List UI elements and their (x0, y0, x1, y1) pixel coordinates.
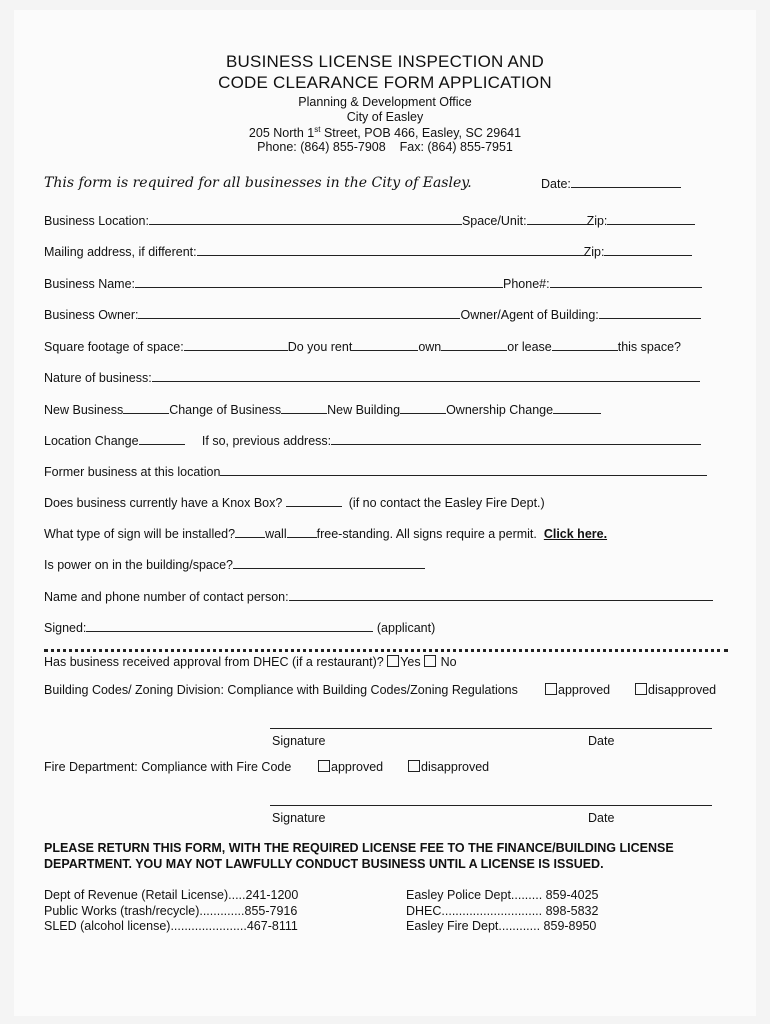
building-approved-option (545, 683, 610, 697)
form-title-line1: BUSINESS LICENSE INSPECTION AND (226, 52, 544, 71)
contacts-left (44, 888, 298, 935)
change-business-label: Change of Business (169, 403, 282, 417)
zip-label: Zip: (586, 214, 608, 228)
mailing-address-input[interactable] (197, 244, 584, 256)
new-building-label: New Building (327, 403, 401, 417)
date-label: Date: (541, 177, 571, 191)
signed-label: Signed: (44, 621, 87, 635)
mailing-address-row (44, 244, 692, 259)
business-name-label: Business Name: (44, 277, 136, 291)
building-disapproved-checkbox[interactable] (635, 683, 647, 695)
city-name: City of Easley (346, 110, 424, 124)
free-standing-label: free-standing. All signs require a permit. (316, 527, 537, 541)
former-business-row (44, 464, 707, 479)
owner-agent-label: Owner/Agent of Building: (460, 308, 599, 322)
square-footage-label: Square footage of space: (44, 340, 184, 354)
office-phone: Phone: (864) 855-7908 (257, 140, 386, 154)
wall-input[interactable] (235, 526, 265, 538)
rent-input[interactable] (352, 339, 418, 351)
change-business-input[interactable] (281, 402, 327, 414)
fire-date-label: Date (588, 811, 615, 825)
space-unit-label: Space/Unit: (461, 214, 527, 228)
ownership-change-input[interactable] (553, 402, 601, 414)
space-unit-input[interactable] (527, 213, 587, 225)
fire-approved-label: approved (331, 760, 384, 774)
power-on-input[interactable] (233, 557, 425, 569)
zip-label: Zip: (583, 245, 605, 259)
location-change-input[interactable] (139, 433, 185, 445)
knox-box-input[interactable] (286, 495, 342, 507)
building-disapproved-label: disapproved (648, 683, 717, 697)
dhec-yes-label: Yes (400, 655, 421, 669)
applicant-signature-input[interactable] (86, 620, 373, 632)
location-change-label: Location Change (44, 434, 139, 448)
date-input-line[interactable] (571, 176, 681, 188)
business-owner-input[interactable] (138, 307, 460, 319)
business-location-row (44, 213, 695, 228)
mailing-zip-input[interactable] (604, 244, 692, 256)
contact-person-input[interactable] (289, 589, 713, 601)
office-address (0, 125, 770, 140)
fire-signature-line[interactable] (270, 805, 712, 806)
return-notice: PLEASE RETURN THIS FORM, WITH THE REQUIRED LICENSE FEE TO THE FINANCE/BUILDING LICENSE DEPARTMENT. YOU MAY NOT LAWFULLY CONDUCT BUSINESS UNTIL A LICENSE IS ISSUED. (44, 841, 674, 871)
location-change-row (44, 433, 701, 448)
fire-disapproved-option (408, 760, 489, 774)
business-name-row (44, 276, 702, 291)
office-fax: Fax: (864) 855-7951 (399, 140, 513, 154)
zip-input[interactable] (607, 213, 695, 225)
contact-person-row (44, 589, 713, 604)
knox-box-label: Does business currently have a Knox Box? (44, 496, 283, 510)
do-you-rent-label: Do you rent (287, 340, 353, 354)
contact-entry: SLED (alcohol license)......................467-8111 (44, 919, 298, 933)
contacts-right (406, 888, 598, 935)
applicant-label: (applicant) (376, 621, 436, 635)
wall-label: wall (265, 527, 287, 541)
business-name-input[interactable] (135, 276, 503, 288)
sign-type-row (44, 526, 607, 541)
dhec-row (44, 655, 457, 669)
fire-dept-label: Fire Department: Compliance with Fire Code (44, 760, 292, 774)
intro-text: This form is required for all businesses in the City of Easley. (44, 175, 472, 191)
nature-of-business-row (44, 370, 700, 385)
mailing-address-label: Mailing address, if different: (44, 245, 197, 259)
fire-disapproved-label: disapproved (421, 760, 490, 774)
address-superscript: st (314, 125, 321, 134)
power-on-label: Is power on in the building/space? (44, 558, 234, 572)
building-approved-checkbox[interactable] (545, 683, 557, 695)
free-standing-input[interactable] (287, 526, 317, 538)
or-lease-label: or lease (507, 340, 552, 354)
office-name: Planning & Development Office (298, 95, 472, 109)
building-approved-label: approved (558, 683, 611, 697)
dhec-question: Has business received approval from DHEC (if a restaurant)? (44, 655, 384, 669)
address-part: 205 North 1 (248, 126, 315, 141)
this-space-label: this space? (617, 340, 681, 354)
business-location-label: Business Location: (44, 214, 149, 228)
building-codes-label: Building Codes/ Zoning Division: Compliance with Building Codes/Zoning Regulations (44, 683, 518, 697)
fire-approved-checkbox[interactable] (318, 760, 330, 772)
knox-box-note: (if no contact the Easley Fire Dept.) (348, 496, 545, 510)
ownership-change-label: Ownership Change (446, 403, 554, 417)
date-field (541, 176, 681, 191)
contact-entry: DHEC............................. 898-5832 (406, 903, 599, 918)
knox-box-row (44, 495, 545, 510)
building-signature-label: Signature (272, 734, 326, 748)
section-divider (44, 649, 728, 652)
square-footage-input[interactable] (184, 339, 288, 351)
lease-input[interactable] (552, 339, 618, 351)
fire-dept-row (44, 760, 291, 774)
dhec-no-label: No (440, 655, 457, 669)
building-signature-line[interactable] (270, 728, 712, 729)
former-business-label: Former business at this location (44, 465, 221, 479)
contact-entry: Dept of Revenue (Retail License).....241-1200 (44, 888, 299, 902)
sign-permit-link[interactable]: Click here. (543, 527, 608, 541)
business-location-input[interactable] (149, 213, 462, 225)
fire-signature-label: Signature (272, 811, 326, 825)
contact-entry: Easley Police Dept......... 859-4025 (406, 888, 599, 902)
contact-entry: Public Works (trash/recycle).............855-7916 (44, 903, 298, 918)
former-business-input[interactable] (220, 464, 707, 476)
sign-type-label: What type of sign will be installed? (44, 527, 236, 541)
building-codes-row (44, 683, 518, 697)
owner-agent-input[interactable] (599, 307, 701, 319)
phone-label: Phone#: (503, 277, 550, 291)
change-type-row (44, 402, 601, 417)
new-building-input[interactable] (400, 402, 446, 414)
building-date-label: Date (588, 734, 615, 748)
fire-disapproved-checkbox[interactable] (408, 760, 420, 772)
dhec-yes-checkbox[interactable] (387, 655, 399, 667)
own-label: own (418, 340, 442, 354)
square-footage-row (44, 339, 681, 354)
previous-address-input[interactable] (331, 433, 701, 445)
building-disapproved-option (635, 683, 716, 697)
nature-label: Nature of business: (44, 371, 152, 385)
new-business-input[interactable] (123, 402, 169, 414)
dhec-no-checkbox[interactable] (424, 655, 436, 667)
contact-entry: Easley Fire Dept............ 859-8950 (406, 919, 597, 933)
address-part: Street, POB 466, Easley, SC 29641 (320, 126, 522, 141)
signed-row (44, 620, 435, 635)
business-owner-row (44, 307, 701, 322)
previous-address-label: If so, previous address: (201, 434, 332, 448)
fire-approved-option (318, 760, 383, 774)
form-title-line2: CODE CLEARANCE FORM APPLICATION (218, 73, 552, 92)
new-business-label: New Business (44, 403, 124, 417)
own-input[interactable] (441, 339, 507, 351)
power-on-row (44, 557, 425, 572)
nature-input[interactable] (152, 370, 700, 382)
office-phone-fax (0, 140, 770, 154)
contact-person-label: Name and phone number of contact person: (44, 590, 289, 604)
phone-input[interactable] (550, 276, 702, 288)
business-owner-label: Business Owner: (44, 308, 139, 322)
